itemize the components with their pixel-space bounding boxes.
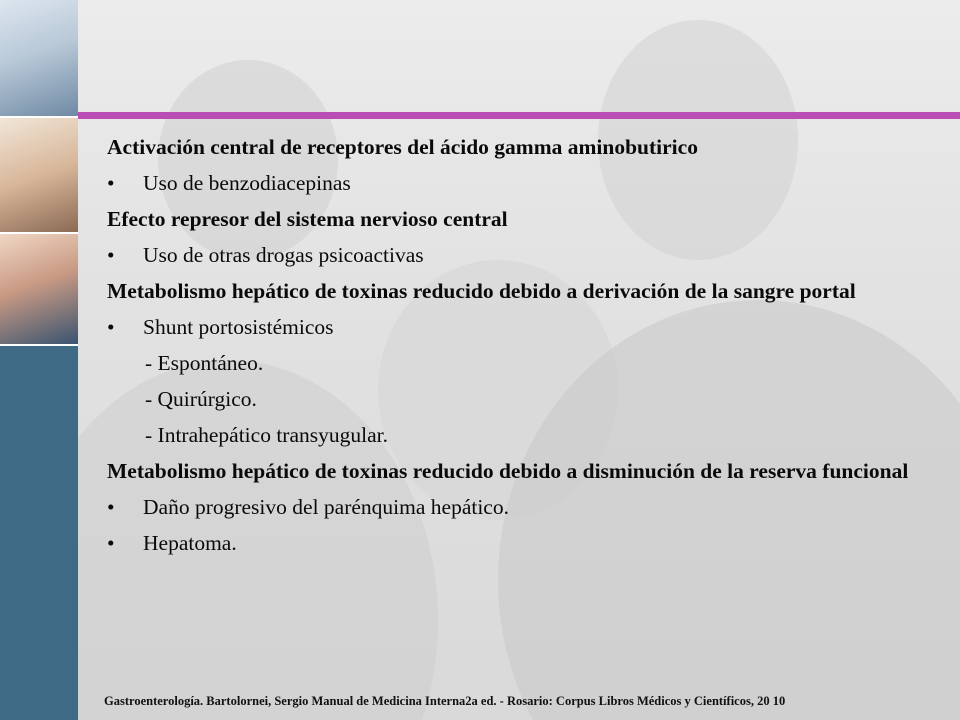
section-heading: Efecto represor del sistema nervioso central [107, 207, 508, 231]
doctor-photo-thumbnail [0, 118, 78, 234]
sub-item: - Espontáneo. [145, 351, 264, 375]
section-heading: Metabolismo hepático de toxinas reducido debido a derivación de la sangre portal [107, 279, 856, 303]
bullet-item [107, 312, 927, 343]
bullet-text: Hepatoma. [143, 531, 237, 555]
section-heading: Metabolismo hepático de toxinas reducido debido a disminución de la reserva funcional [107, 459, 909, 483]
footer-citation: Gastroenterología. Bartolornei, Sergio Manual de Medicina Interna2a ed. - Rosario: Corpus Libros Médicos y Científicos, 20 10 [104, 694, 786, 708]
slide-body [107, 132, 927, 564]
bullet-marker: • [107, 495, 115, 519]
title-divider-bar [78, 112, 960, 119]
bullet-marker: • [107, 531, 115, 555]
sub-item: - Intrahepático transyugular. [145, 423, 388, 447]
bullet-text: Shunt portosistémicos [143, 315, 334, 339]
section-heading: Activación central de receptores del ácido gamma aminobutirico [107, 135, 698, 159]
left-decorative-strip [0, 0, 78, 720]
bullet-item [107, 492, 927, 523]
bullet-marker: • [107, 171, 115, 195]
bullet-text: Uso de otras drogas psicoactivas [143, 243, 424, 267]
sub-item: - Quirúrgico. [145, 387, 257, 411]
bullet-item [107, 528, 927, 559]
bullet-item [107, 168, 927, 199]
blood-pressure-photo-thumbnail [0, 234, 78, 346]
bullet-text: Uso de benzodiacepinas [143, 171, 351, 195]
lab-photo-thumbnail [0, 0, 78, 118]
bullet-marker: • [107, 315, 115, 339]
bullet-item [107, 240, 927, 271]
bullet-marker: • [107, 243, 115, 267]
bullet-text: Daño progresivo del parénquima hepático. [143, 495, 509, 519]
